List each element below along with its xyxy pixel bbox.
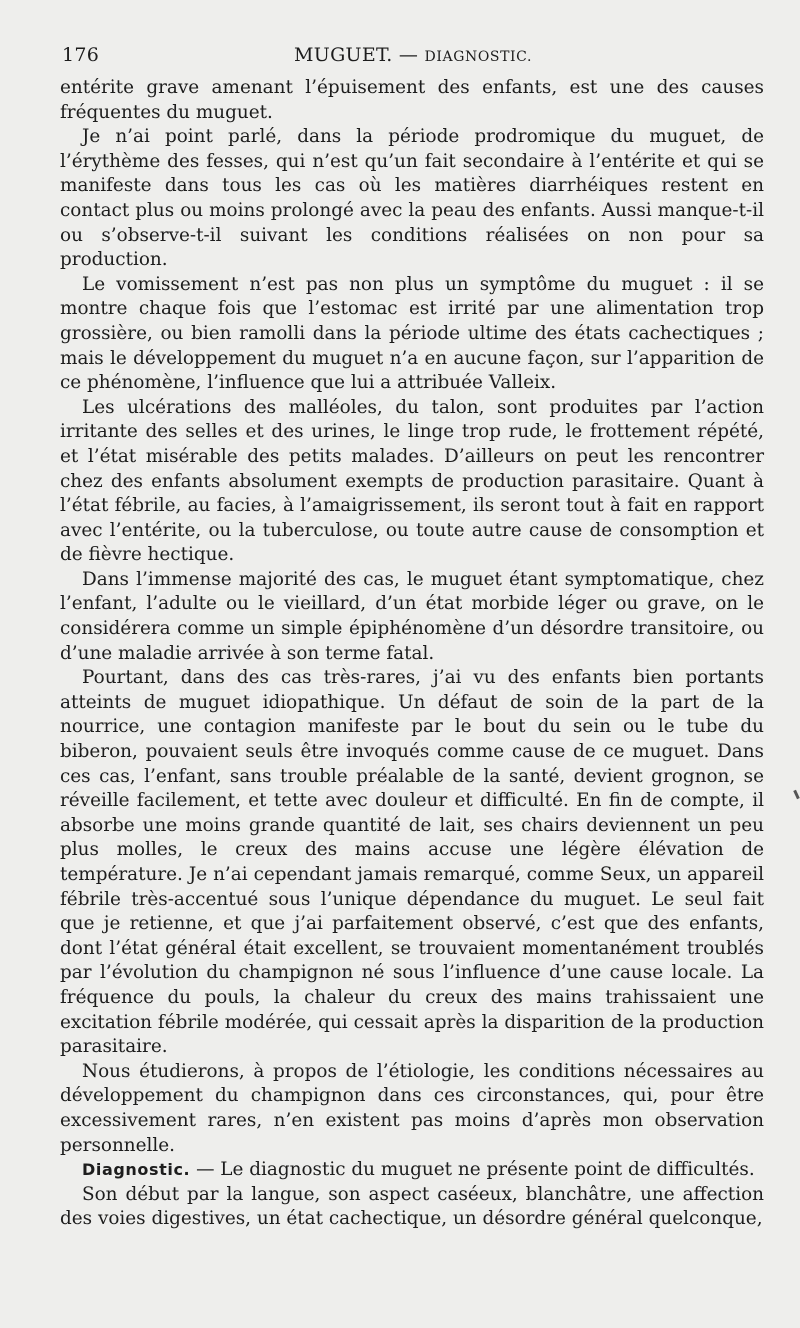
running-head-main: MUGUET. — [294,44,425,66]
paragraph: Dans l’immense majorité des cas, le muguet étant symptomatique, chez l’enfant, l’adulte ou le vieillard, d’un état morbide léger ou grave, on le considérera comme un simple épiphénomène d’un désordre transitoire, ou d’une maladie arrivée à son terme fatal. [60,568,764,664]
paragraph: Le vomissement n’est pas non plus un symptôme du muguet : il se montre chaque fois que l’estomac est irrité par une alimentation trop grossière, ou bien ramolli dans la période ultime des états cachectiques ; mais le développement du muguet n’a en aucune façon, sur l’apparition de ce phénomène, l’influence que lui a attribuée Valleix. [60,273,764,394]
paragraph: Nous étudierons, à propos de l’étiologie, les conditions nécessaires au développement du champignon dans ces circonstances, qui, pour être excessivement rares, n’en existent pas moins d’après mon observation personnelle. [60,1060,764,1156]
paragraph: Pourtant, dans des cas très-rares, j’ai vu des enfants bien portants atteints de muguet idiopathique. Un défaut de soin de la part de la nourrice, une contagion manifeste par le bout du sein ou le tube du biberon, pouvaient seuls être invoqués comme cause de ce muguet. Dans ces cas, l’enfant, sans trouble préalable de la santé, devient grognon, se réveille facilement, et tette avec douleur et difficulté. En fin de compte, il absorbe une moins grande quantité de lait, ses chairs deviennent un peu plus molles, le creux des mains accuse une légère élévation de température. Je n’ai cependant jamais remarqué, comme Seux, un appareil fébrile très-accentué sous l’unique dépendance du muguet. Le seul fait que je retienne, et que j’ai parfaitement observé, c’est que des enfants, dont l’état général était excellent, se trouvaient momentanément troublés par l’évolution du champignon né sous l’influence d’une cause locale. La fréquence du pouls, la chaleur du creux des mains trahissaient une excitation fébrile modérée, qui cessait après la disparition de la production parasitaire. [60,667,764,1058]
diagnostic-paragraph [60,1158,764,1183]
paragraph-continued: entérite grave amenant l’épuisement des enfants, est une des causes fréquentes du muguet. [60,77,764,123]
paragraph: Son début par la langue, son aspect caséeux, blanchâtre, une affection des voies digestives, un état cachectique, un désordre général quelconque, [60,1183,764,1230]
running-head [294,44,532,66]
running-head-sub: DIAGNOSTIC. [424,49,533,65]
paragraph: Les ulcérations des malléoles, du talon, sont produites par l’action irritante des selles et des urines, le linge trop rude, le frottement répété, et l’état misérable des petits malades. D’ailleurs on peut les rencontrer chez des enfants absolument exempts de production parasitaire. Quant à l’état fébrile, au facies, à l’amaigrissement, ils seront tout à fait en rapport avec l’entérite, ou la tuberculose, ou toute autre cause de consomption et de fièvre hectique. [60,396,764,566]
page-number: 176 [62,44,100,66]
paragraph: Je n’ai point parlé, dans la période prodromique du muguet, de l’érythème des fesses, qui n’est qu’un fait secondaire à l’entérite et qui se manifeste dans tous les cas où les matières diarrhéiques restent en contact plus ou moins prolongé avec la peau des enfants. Aussi manque-t-il ou s’observe-t-il suivant les conditions réalisées on non pour sa production. [60,126,764,271]
body-text [60,76,764,1232]
diagnostic-text: — Le diagnostic du muguet ne présente point de difficultés. [190,1159,755,1181]
section-heading-diagnostic: Diagnostic. [82,1160,191,1180]
page-header [60,44,764,70]
margin-mark [793,790,800,799]
